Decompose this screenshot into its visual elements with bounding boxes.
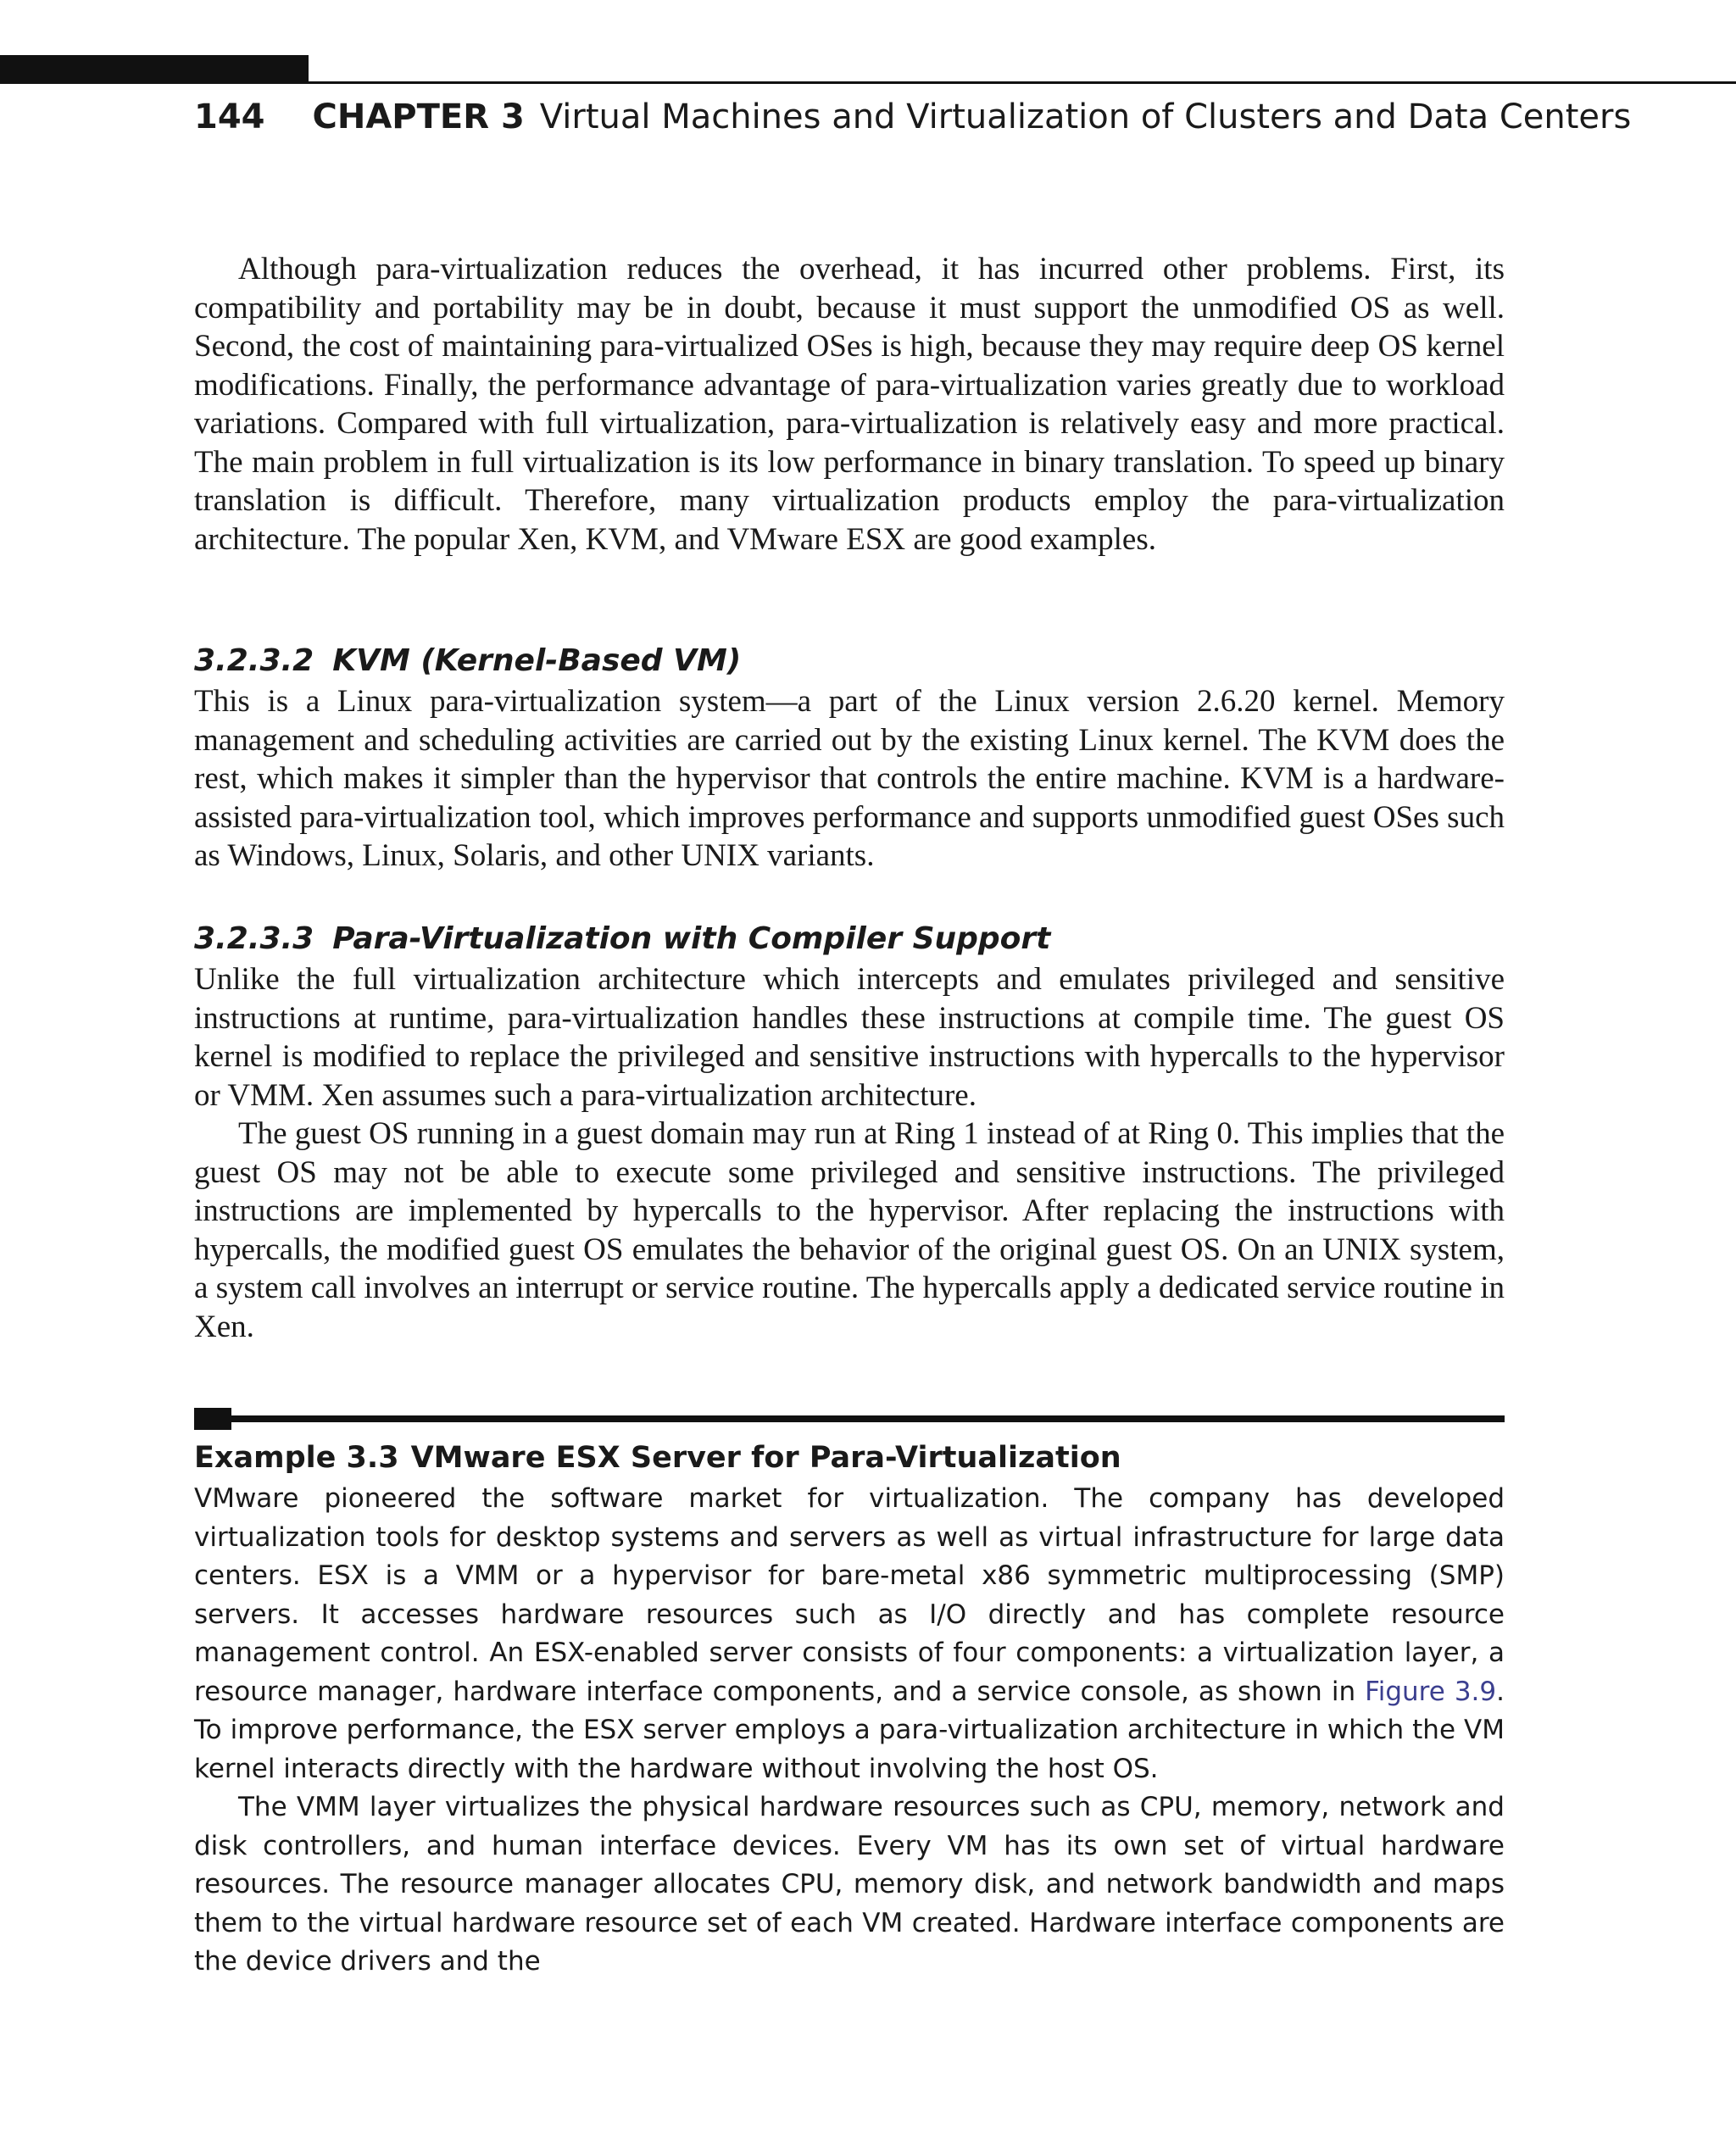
- section-number: 3.2.3.2: [194, 643, 314, 678]
- section-heading-kvm: [194, 641, 741, 681]
- page-number: 144: [194, 97, 265, 136]
- compiler-block: [194, 960, 1505, 1346]
- header-rule: [309, 81, 1736, 84]
- intro-paragraph: Although para-virtualization reduces the overhead, it has incurred other problems. First, its compatibility and portability may be in doubt, because it must support the unmodified OS as well. Second, the cost of maintaining para-virtualized OSes is high, because they may require deep OS kernel modifications. Finally, the performance advantage of para-virtualization varies greatly due to workload variations. Compared with full virtualization, para-virtualization is relatively easy and more practical. The main problem in full virtualization is its low performance in binary translation. To speed up binary translation is difficult. Therefore, many virtualization products employ the para-virtualization architecture. The popular Xen, KVM, and VMware ESX are good examples.: [194, 252, 1505, 557]
- running-head: [194, 92, 1631, 142]
- example-label: Example 3.3: [194, 1441, 399, 1475]
- section-title: Para-Virtualization with Compiler Support: [332, 921, 1051, 956]
- example-text-before-link: VMware pioneered the software market for virtualization. The company has developed virtualization tools for desktop systems and servers as well as virtual infrastructure for large data centers. ESX is a VMM or a hypervisor for bare-metal x86 symmetric multiprocessing (SMP) servers. It accesses hardware resources such as I/O directly and has complete resource management control. An ESX-enabled server consists of four components: a virtualization layer, a resource manager, hardware interface components, and a service console, as shown in: [194, 1483, 1505, 1707]
- section-heading-compiler: [194, 919, 1050, 959]
- example-rule: [194, 1415, 1505, 1422]
- chapter-title: Virtual Machines and Virtualization of Clusters and Data Centers: [539, 97, 1632, 136]
- example-text-after-link: . To improve performance, the ESX server employs a para-virtualization architecture in which the VM kernel interacts directly with the hardware without involving the host OS.: [194, 1676, 1505, 1784]
- example-paragraph-1: [194, 1480, 1505, 1788]
- compiler-paragraph-2: The guest OS running in a guest domain may run at Ring 1 instead of at Ring 0. This implies that the guest OS may not be able to execute some privileged and sensitive instructions. The privileged instructions are implemented by hypercalls to the hypervisor. After replacing the instructions with hypercalls, the modified guest OS emulates the behavior of the original guest OS. On an UNIX system, a system call involves an interrupt or service routine. The hypercalls apply a dedicated service routine in Xen.: [194, 1116, 1505, 1344]
- example-rule-marker: [194, 1408, 231, 1430]
- example-block: [194, 1480, 1505, 1982]
- section-title: KVM (Kernel-Based VM): [332, 643, 742, 678]
- example-heading: [194, 1438, 1121, 1478]
- section-number: 3.2.3.3: [194, 921, 314, 956]
- kvm-paragraph: This is a Linux para-virtualization system—a part of the Linux version 2.6.20 kernel. Memory management and scheduling activities are carried out by the existing Linux kernel. The KVM does the rest, which makes it simpler than the hypervisor that controls the entire machine. KVM is a hardware-assisted para-virtualization tool, which improves performance and supports unmodified guest OSes such as Windows, Linux, Solaris, and other UNIX variants.: [194, 684, 1505, 873]
- figure-link[interactable]: Figure 3.9: [1365, 1676, 1497, 1707]
- header-bar-decoration: [0, 55, 309, 84]
- kvm-block: [194, 682, 1505, 876]
- intro-block: [194, 250, 1505, 559]
- compiler-paragraph-1: Unlike the full virtualization architecture which intercepts and emulates privileged and sensitive instructions at runtime, para-virtualization handles these instructions at compile time. The guest OS kernel is modified to replace the privileged and sensitive instructions with hypercalls to the hypervisor or VMM. Xen assumes such a para-virtualization architecture.: [194, 962, 1505, 1113]
- example-title: VMware ESX Server for Para-Virtualization: [410, 1441, 1121, 1475]
- example-paragraph-2: The VMM layer virtualizes the physical hardware resources such as CPU, memory, network and disk controllers, and human interface devices. Every VM has its own set of virtual hardware resources. The resource manager allocates CPU, memory disk, and network bandwidth and maps them to the virtual hardware resource set of each VM created. Hardware interface components are the device drivers and the: [194, 1792, 1505, 1977]
- chapter-label: CHAPTER 3: [312, 97, 525, 136]
